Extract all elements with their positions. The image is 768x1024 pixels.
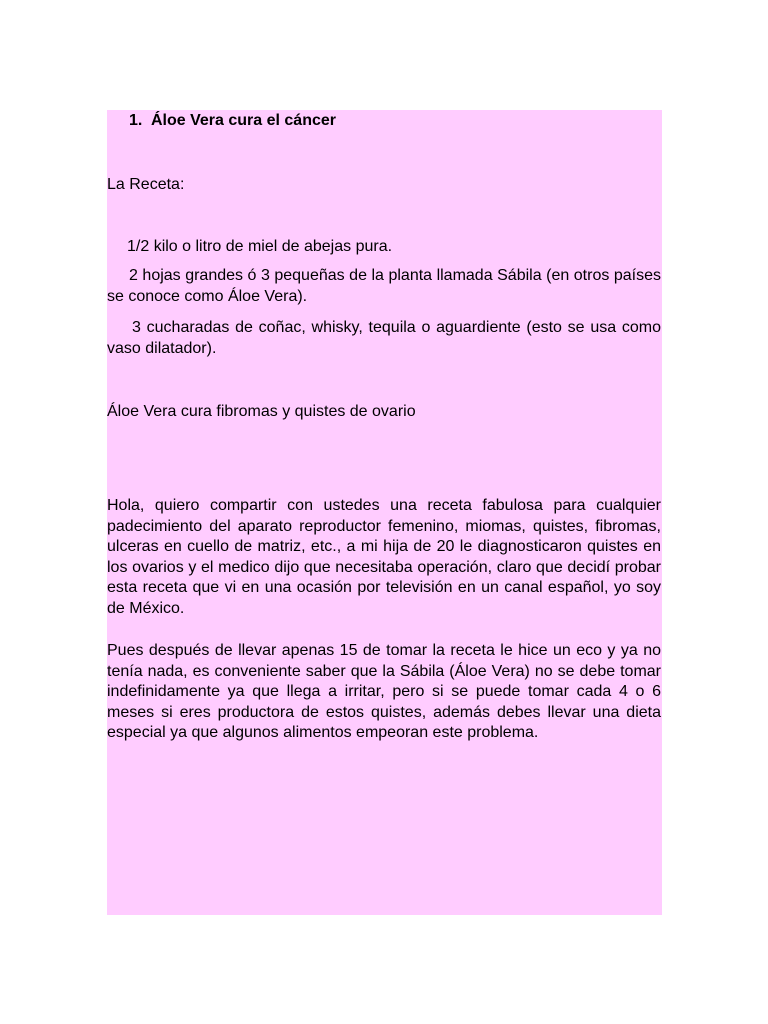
paragraph-1: Hola, quiero compartir con ustedes una receta fabulosa para cualquier padecimiento del aparato reproductor femenino, miomas, quistes, fibromas, ulceras en cuello de matriz, etc., a mi hija de 20 le diagnosticaron quistes en los ovarios y el medico dijo que necesitaba operación, claro que decidí probar esta receta que vi en una ocasión por televisión en un canal español, yo soy de México.	[107, 497, 661, 617]
heading-text: Áloe Vera cura el cáncer	[151, 112, 336, 129]
ingredient-2: 2 hojas grandes ó 3 pequeñas de la planta llamada Sábila (en otros países se conoce como Áloe Vera).	[107, 267, 661, 305]
heading-number: 1.	[129, 112, 143, 129]
recipe-label: La Receta:	[107, 176, 185, 193]
paragraph-2: Pues después de llevar apenas 15 de tomar la receta le hice un eco y ya no tenía nada, es conveniente saber que la Sábila (Áloe Vera) no se debe tomar indefinidamente ya que llega a irritar, pero si se puede tomar cada 4 o 6 meses si eres productora de estos quistes, además debes llevar una dieta especial ya que algunos alimentos empeoran este problema.	[107, 642, 661, 741]
document-page	[107, 110, 662, 915]
subtitle: Áloe Vera cura fibromas y quistes de ovario	[107, 403, 416, 420]
heading	[129, 111, 336, 132]
ingredient-3: 3 cucharadas de coñac, whisky, tequila o aguardiente (esto se usa como vaso dilatador).	[107, 319, 661, 357]
ingredient-1: 1/2 kilo o litro de miel de abejas pura.	[127, 238, 393, 255]
